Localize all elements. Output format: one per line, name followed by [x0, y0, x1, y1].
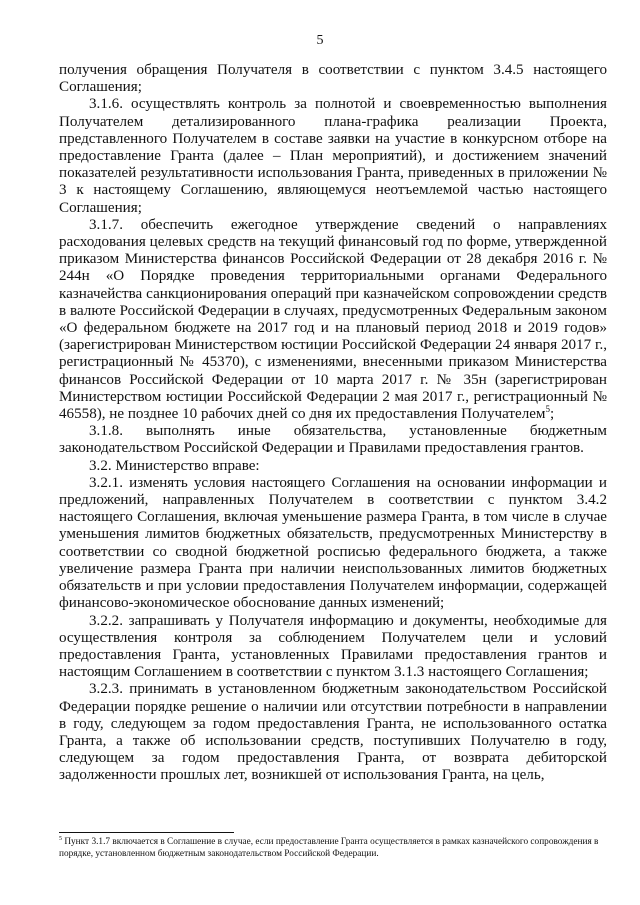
paragraph-3-1-8: 3.1.8. выполнять иные обязательства, установленные бюджетным законодательством Российской Федерации и Правилами предоставления грантов.: [59, 423, 607, 457]
paragraph-3-1-7-tail: ;: [549, 406, 555, 423]
document-body: [59, 62, 607, 785]
paragraph-3-2-1: 3.2.1. изменять условия настоящего Соглашения на основании информации и предложений, направленных Получателем в соответствии с пунктом 3.4.2 настоящего Соглашения, включая уменьшение размера Гранта, в том числе в случае уменьшения лимитов бюджетных обязательств, предусмотренных Министерству в соответствии со сводной бюджетной росписью федерального бюджета, а также увеличение размера Гранта при наличии неиспользованных лимитов бюджетных обязательств и при условии предоставления Получателем информации, содержащей финансово-экономическое обоснование данных изменений;: [59, 474, 607, 612]
footnote-text: Пункт 3.1.7 включается в Соглашение в случае, если предоставление Гранта осуществляется в рамках казначейского сопровождения в порядке, установленном бюджетным законодательством Российской Федерации.: [59, 837, 599, 859]
section-3-2-heading: 3.2. Министерство вправе:: [89, 457, 260, 474]
paragraph-3-2-3: 3.2.3. принимать в установленном бюджетным законодательством Российской Федерации порядке решение о наличии или отсутствии потребности в направлении в году, следующем за годом предоставления Гранта, не использованного остатка Гранта, а также об использовании средств, поступивших Получателю в году, следующем за годом предоставления Гранта, от возврата дебиторской задолженности прошлых лет, возникшей от использования Гранта, на цель,: [59, 681, 607, 784]
paragraph-3-1-6: 3.1.6. осуществлять контроль за полнотой и своевременностью выполнения Получателем детализированного плана-графика реализации Проекта, представленного Получателем в составе заявки на участие в конкурсном отборе на предоставление Гранта (далее – План мероприятий), и достижением значений показателей результативности использования Гранта, приведенных в приложении № 3 к настоящему Соглашению, являющемуся неотъемлемой частью настоящего Соглашения;: [59, 96, 607, 216]
footnote-reference: 5: [545, 404, 550, 415]
page-number: 5: [316, 33, 324, 48]
paragraph-continuation: получения обращения Получателя в соответствии с пунктом 3.4.5 настоящего Соглашения;: [59, 62, 607, 96]
footnote: [59, 836, 607, 860]
footnote-marker: 5: [59, 835, 62, 842]
footnote-divider: [59, 832, 234, 833]
paragraph-3-1-7: [59, 217, 607, 423]
paragraph-3-2-2: 3.2.2. запрашивать у Получателя информацию и документы, необходимые для осуществления контроля за соблюдением Получателем цели и условий предоставления Гранта, установленных Правилами предоставления грантов и настоящим Соглашением в соответствии с пунктом 3.1.3 настоящего Соглашения;: [59, 612, 607, 681]
paragraph-3-1-7-text: 3.1.7. обеспечить ежегодное утверждение сведений о направлениях расходования целевых средств на текущий финансовый год по форме, утвержденной приказом Министерства финансов Российской Федерации от 28 декабря 2016 г. № 244н «О Порядке проведения территориальными органами Федерального казначейства санкционирования операций при казначейском сопровождении средств в валюте Российской Федерации в случаях, предусмотренных Федеральным законом «О федеральном бюджете на 2017 год и на плановый период 2018 и 2019 годов» (зарегистрирован Министерством юстиции Российской Федерации 24 января 2017 г., регистрационный № 45370), с изменениями, внесенными приказом Министерства финансов Российской Федерации от 10 марта 2017 г. № 35н (зарегистрирован Министерством юстиции Российской Федерации 2 мая 2017 г., регистрационный № 46558), не позднее 10 рабочих дней со дня их предоставления Получателем: [59, 216, 607, 423]
